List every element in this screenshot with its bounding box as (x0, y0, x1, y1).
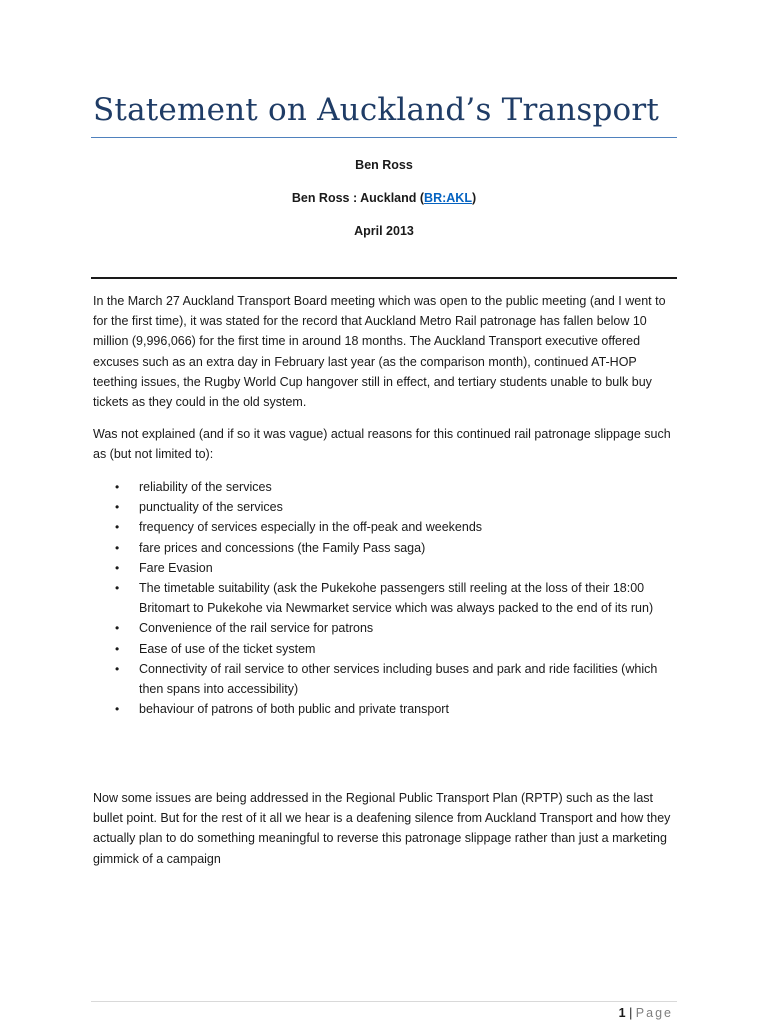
header-divider (91, 277, 677, 279)
paragraph-reasons: Was not explained (and if so it was vague) actual reasons for this continued rail patronage slippage such as (but not limited to): (93, 427, 671, 462)
list-item-text: fare prices and concessions (the Family Pass saga) (139, 540, 426, 555)
list-item-text: The timetable suitability (ask the Pukekohe passengers still reeling at the loss of their 18:00 Britomart to Pukekohe via Newmarket service which was always packed to the end of its run) (139, 581, 654, 616)
bullet-icon: • (115, 661, 120, 676)
page-separator: | (625, 1006, 636, 1020)
list-item-text: frequency of services especially in the off-peak and weekends (139, 520, 483, 535)
bullet-icon: • (115, 520, 120, 535)
bullet-icon: • (115, 581, 120, 596)
bullet-icon: • (115, 641, 120, 656)
document-title: Statement on Auckland’s Transport (93, 92, 660, 128)
list-item-text: Connectivity of rail service to other services including buses and park and ride facilities (which then spans into accessibility) (139, 661, 658, 697)
list-item (93, 517, 677, 537)
reasons-list (93, 477, 677, 719)
list-item (93, 497, 677, 517)
blog-link[interactable]: BR:AKL (424, 191, 472, 205)
list-item (93, 659, 677, 699)
author-line: Ben Ross (355, 158, 413, 172)
list-item-text: reliability of the services (139, 480, 272, 494)
bullet-icon: • (115, 702, 120, 717)
list-item (93, 618, 677, 638)
blog-line-prefix: Ben Ross : Auckland ( (291, 191, 425, 205)
paragraph-intro: In the March 27 Auckland Transport Board meeting which was open to the public meeting (and I went to for the first time), it was stated for the record that Auckland Metro Rail patronage has fallen below 10 million (9,996,066) for the first time in around 18 months. The Auckland Transport executive offered excuses such as an extra day in February last year (as the comparison month), continued AT-HOP teething issues, the Rugby World Cup hangover still in effect, and tertiary students unable to bulk buy tickets as they could in the old system. (93, 294, 666, 410)
list-item (93, 558, 677, 578)
list-item-text: punctuality of the services (139, 500, 283, 515)
bullet-icon: • (115, 500, 120, 515)
bullet-icon: • (115, 560, 120, 575)
blog-line (91, 191, 677, 205)
list-item (93, 639, 677, 659)
list-item (93, 578, 677, 618)
bullet-icon: • (115, 540, 120, 555)
list-item (93, 699, 677, 719)
title-underline (91, 137, 677, 138)
page-number: 1 (618, 1006, 626, 1020)
blog-line-suffix: ) (471, 191, 477, 205)
page-footer (619, 1006, 673, 1020)
list-item-text: Ease of use of the ticket system (139, 641, 316, 656)
list-item-text: behaviour of patrons of both public and private transport (139, 702, 449, 717)
paragraph-conclusion: Now some issues are being addressed in the Regional Public Transport Plan (RPTP) such as the last bullet point. But for the rest of it all we hear is a deafening silence from Auckland Transport and how they actually plan to do something meaningful to reverse this patronage slippage rather than just a marketing gimmick of a campaign (93, 791, 671, 866)
list-item (93, 538, 677, 558)
footer-divider (91, 1001, 677, 1002)
list-item-text: Convenience of the rail service for patrons (139, 621, 374, 636)
list-item-text: Fare Evasion (139, 560, 213, 575)
bullet-icon: • (115, 621, 120, 636)
date-line: April 2013 (354, 224, 414, 238)
list-item (93, 477, 677, 497)
bullet-icon: • (115, 480, 120, 494)
page-label: Page (635, 1006, 673, 1020)
